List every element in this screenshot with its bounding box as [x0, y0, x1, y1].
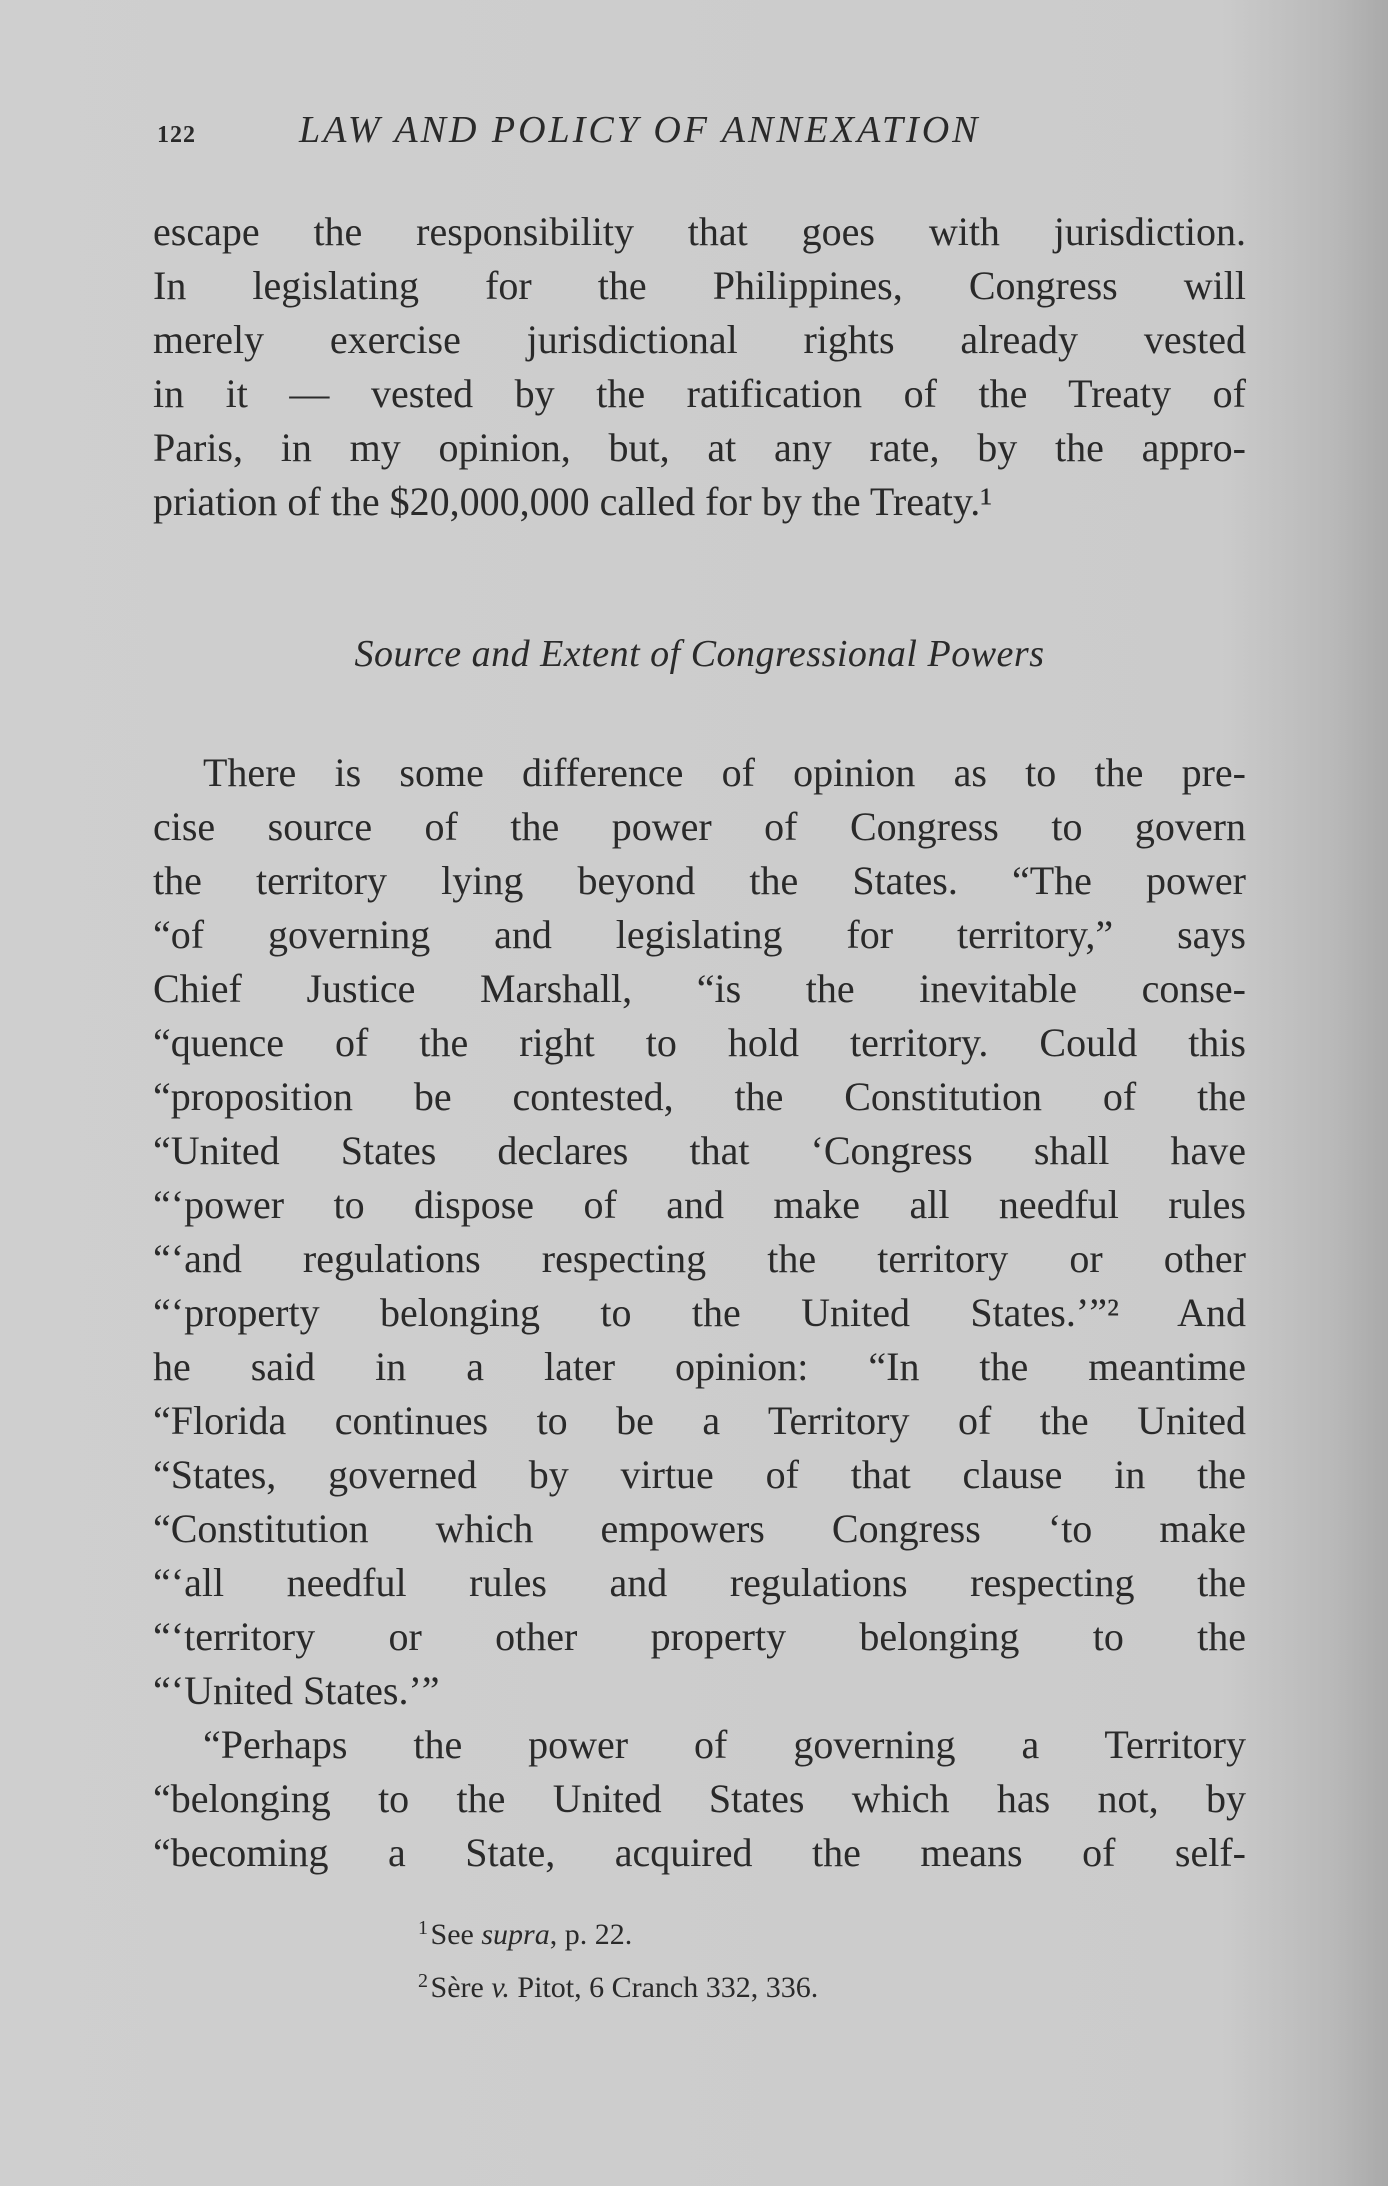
- text-line: “‘and regulations respecting the territory or other: [153, 1236, 1246, 1281]
- text-line: “Florida continues to be a Territory of the United: [153, 1398, 1246, 1443]
- paragraph-3: [153, 1718, 1246, 1880]
- footnote-rest: , p. 22.: [549, 1918, 633, 1951]
- footnotes: [418, 1905, 818, 2011]
- footnote-1: [418, 1905, 818, 1958]
- footnote-italic: v.: [491, 1971, 510, 2004]
- running-head: [157, 108, 1257, 158]
- text-line: “Constitution which empowers Congress ‘to make: [153, 1506, 1246, 1551]
- text-line: “‘United States.’”: [153, 1668, 440, 1713]
- footnote-2: [418, 1958, 818, 2011]
- page-number: 122: [157, 122, 196, 148]
- footnote-text: Sère: [430, 1971, 492, 2004]
- running-title: LAW AND POLICY OF ANNEXATION: [299, 109, 981, 151]
- text-line: “belonging to the United States which has not, by: [153, 1776, 1246, 1821]
- footnote-rest: Pitot, 6 Cranch 332, 336.: [509, 1971, 819, 2004]
- text-line: “of governing and legislating for territory,” says: [153, 912, 1246, 957]
- text-line: “United States declares that ‘Congress shall have: [153, 1128, 1246, 1173]
- text-line: “becoming a State, acquired the means of self-: [153, 1830, 1246, 1875]
- footnote-marker: 2: [418, 1970, 428, 1992]
- text-line: “States, governed by virtue of that clause in the: [153, 1452, 1246, 1497]
- text-line: “‘property belonging to the United States.’”² And: [153, 1290, 1246, 1335]
- text-line: cise source of the power of Congress to govern: [153, 804, 1246, 849]
- footnote-marker: 1: [418, 1917, 428, 1939]
- text-line: “‘all needful rules and regulations respecting the: [153, 1560, 1246, 1605]
- text-line: “‘power to dispose of and make all needful rules: [153, 1182, 1246, 1227]
- section-heading: Source and Extent of Congressional Powers: [354, 633, 1045, 675]
- footnote-text: See: [430, 1918, 482, 1951]
- text-line: “quence of the right to hold territory. Could this: [153, 1020, 1246, 1065]
- text-line: “Perhaps the power of governing a Territory: [203, 1722, 1246, 1767]
- text-line: he said in a later opinion: “In the meantime: [153, 1344, 1246, 1389]
- text-line: escape the responsibility that goes with jurisdiction.: [153, 209, 1246, 254]
- text-line: Chief Justice Marshall, “is the inevitable conse-: [153, 966, 1246, 1011]
- footnote-italic: supra: [481, 1918, 550, 1951]
- text-line: Paris, in my opinion, but, at any rate, by the appro-: [153, 425, 1246, 470]
- text-line: In legislating for the Philippines, Congress will: [153, 263, 1246, 308]
- paragraph-2: [153, 746, 1246, 1718]
- text-line: “proposition be contested, the Constitution of the: [153, 1074, 1246, 1119]
- text-line: priation of the $20,000,000 called for by the Treaty.¹: [153, 479, 993, 524]
- text-line: the territory lying beyond the States. “The power: [153, 858, 1246, 903]
- text-line: “‘territory or other property belonging to the: [153, 1614, 1246, 1659]
- text-line: in it — vested by the ratification of the Treaty of: [153, 371, 1246, 416]
- paragraph-1: [153, 205, 1246, 529]
- text-line: There is some difference of opinion as to the pre-: [203, 750, 1246, 795]
- text-line: merely exercise jurisdictional rights already vested: [153, 317, 1246, 362]
